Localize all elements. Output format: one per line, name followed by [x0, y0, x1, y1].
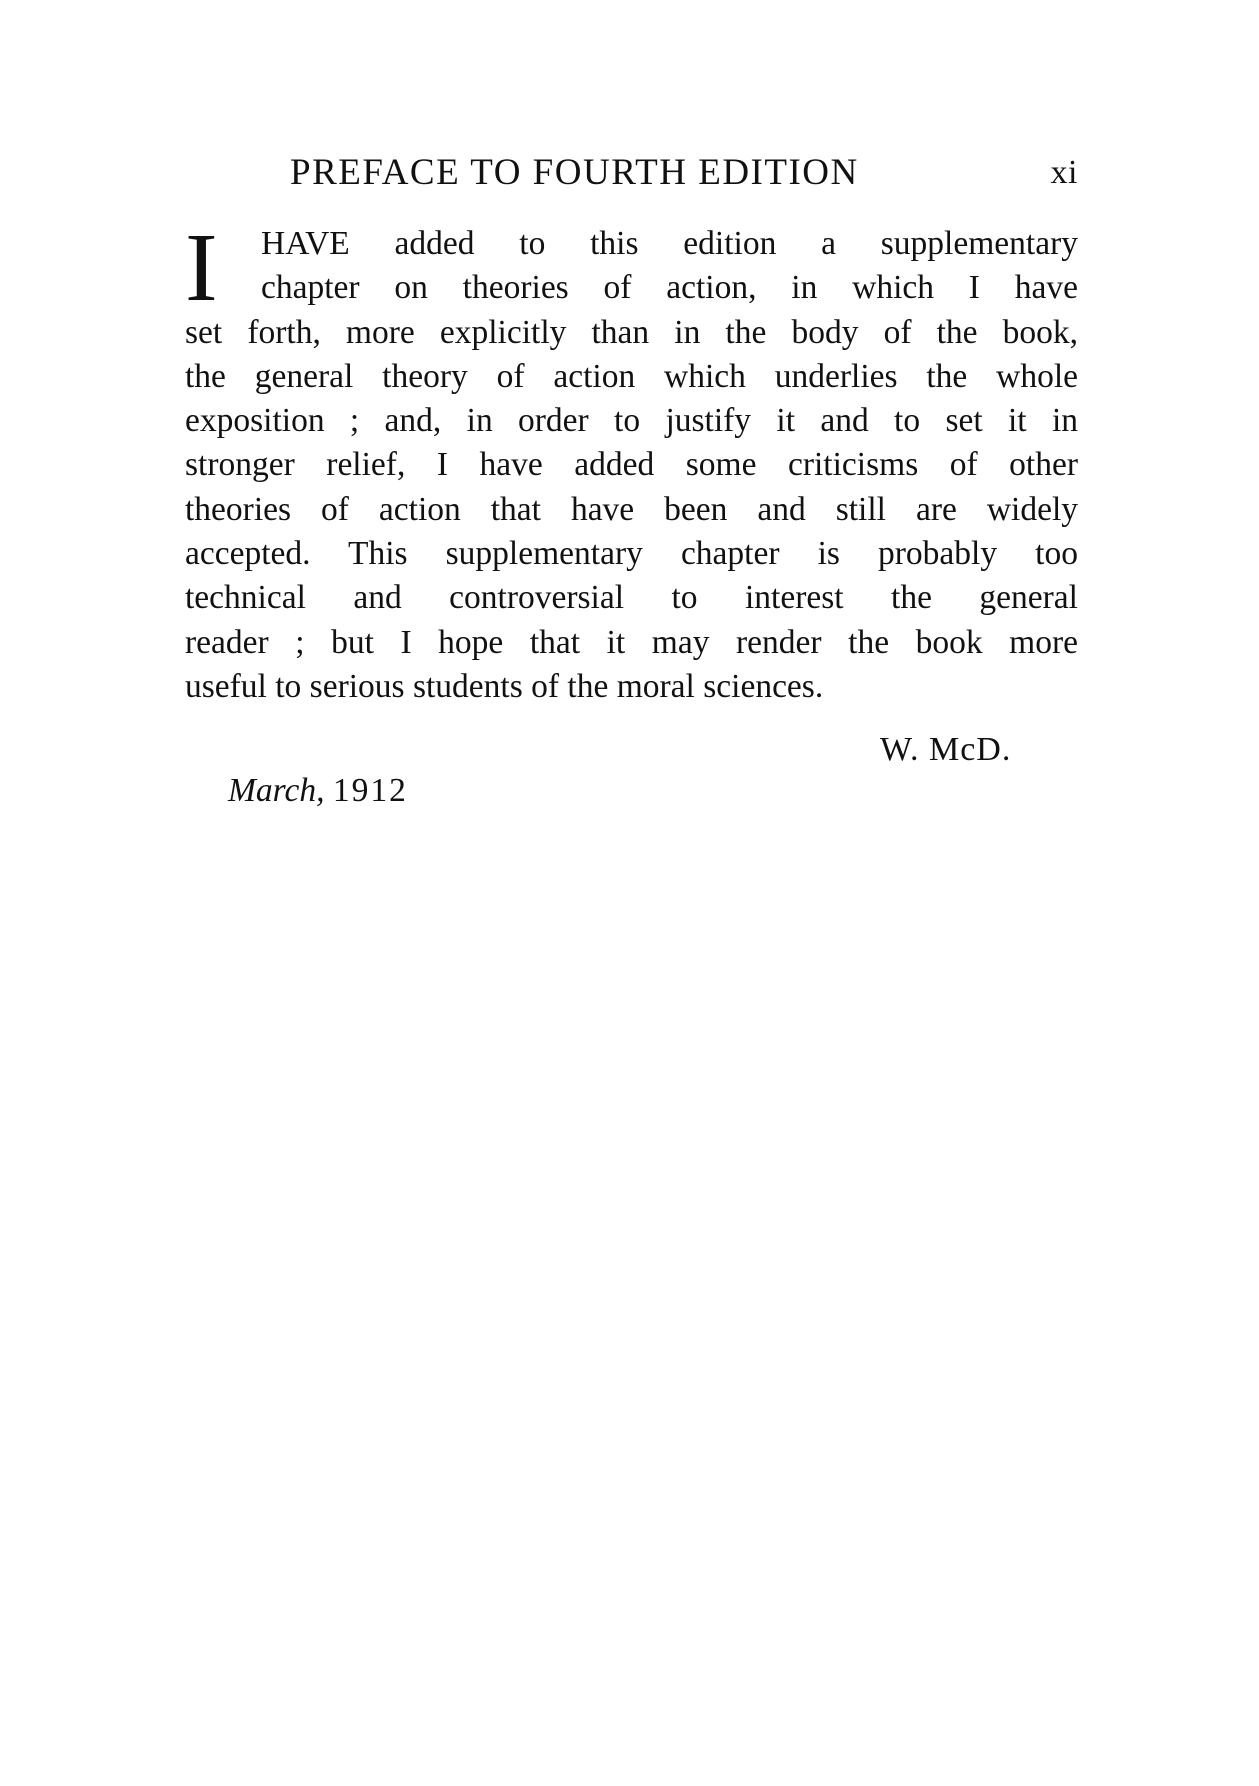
paragraph-line: exposition ; and, in order to justify it and to set it in — [185, 402, 1078, 440]
paragraph-line: the general theory of action which underlies the whole — [185, 357, 1078, 395]
paragraph-line: theories of action that have been and still are widely — [185, 490, 1078, 528]
running-head — [290, 148, 1090, 198]
dateline-month: March, — [228, 772, 325, 809]
paragraph-line: HAVE added to this edition a supplementary — [261, 225, 1078, 262]
dateline-year: 1912 — [332, 772, 408, 809]
paragraph-line: stronger relief, I have added some criticisms of other — [185, 446, 1078, 484]
paragraph-line: reader ; but I hope that it may render the book more — [185, 623, 1078, 661]
dateline — [228, 772, 408, 810]
paragraph-line: set forth, more explicitly than in the body of the book, — [185, 313, 1078, 351]
paragraph-line: technical and controversial to interest the general — [185, 579, 1078, 617]
preface-paragraph — [185, 222, 1078, 709]
page-number: xi — [1050, 154, 1078, 191]
paragraph-line: accepted. This supplementary chapter is probably too — [185, 535, 1078, 573]
author-signature: W. McD. — [880, 731, 1012, 768]
paragraph-line: chapter on theories of action, in which I have — [261, 269, 1078, 307]
paragraph-line: useful to serious students of the moral sciences. — [185, 667, 824, 705]
drop-cap: I — [185, 226, 218, 314]
running-head-title: PREFACE TO FOURTH EDITION — [290, 152, 859, 193]
